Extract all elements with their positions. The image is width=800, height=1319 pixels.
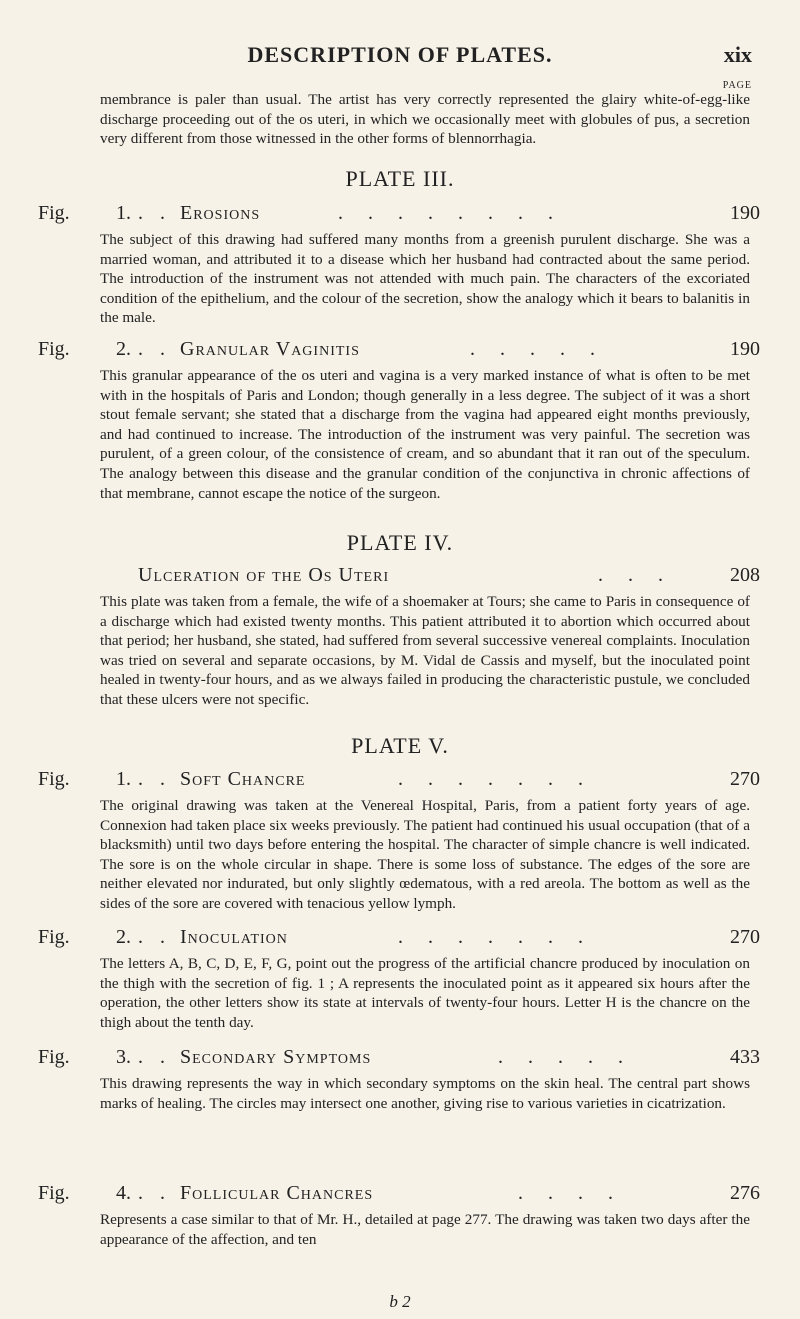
plate-4-heading: PLATE IV. [346, 530, 454, 555]
dot-leader: . . . . . . . . [338, 202, 563, 224]
dot-leader: . . . . . [498, 1046, 633, 1068]
entry-title: Erosions [180, 202, 261, 224]
entry-page: 270 [730, 926, 760, 948]
entry-title: Ulceration of the Os Uteri [138, 564, 390, 586]
plate-5-fig-2-entry [38, 926, 760, 952]
plate-4-entry [38, 564, 760, 590]
fig-number: 1. [116, 202, 131, 224]
fig-label: Fig. [38, 1046, 70, 1068]
plate-5-fig-1-description: The original drawing was taken at the Venereal Hospital, Paris, from a patient forty years of age. Connexion had taken place six weeks previously. The patient had continued his usual occupation (that of a blacksmith) until two days before entering the hospital. The character of simple chancre is well indicated. The sore is on the whole circular in shape. There is some loss of substance. The edges of the sore are neither elevated nor indurated, but only slightly œdematous, with a red areola. The bottom as well as the sides of the sore are covered with tenacious yellow lymph. [100, 797, 750, 912]
entry-title: Inoculation [180, 926, 288, 948]
entry-title: Soft Chancre [180, 768, 306, 790]
entry-page: 190 [730, 338, 760, 360]
intro-paragraph: membrance is paler than usual. The artist has very correctly represented the glairy white-of-egg-like discharge proceeding out of the os uteri, in which we occasionally meet with globules of pus, a secretion very different from those witnessed in the other forms of blennorrhagia. [100, 91, 750, 148]
dot-leader: . . [138, 926, 171, 948]
dot-leader: . . . . . [470, 338, 605, 360]
plate-3-fig-2-entry [38, 338, 760, 364]
plate-4-description: This plate was taken from a female, the wife of a shoemaker at Tours; she came to Paris in consequence of a discharge which had existed twenty months. This patient attributed it to abortion which occurred about that period; her husband, she stated, had suffered from several successive venereal complaints. Inoculation was tried on several and separate occasions, by M. Vidal de Cassis and myself, but the inoculated point healed in twenty-four hours, and as we always failed in producing the characteristic pustule, we concluded that these ulcers were not specific. [100, 593, 750, 708]
plate-5-heading: PLATE V. [351, 733, 449, 758]
plate-5-fig-1-entry [38, 768, 760, 794]
plate-3-fig-2-description: This granular appearance of the os uteri and vagina is a very marked instance of what is often to be met with in the hospitals of Paris and London; though generally in a less degree. The subject of it was a short stout female servant; she stated that a discharge from the vagina had appeared eight months previously, and had continued to increase. The introduction of the instrument was very painful. The secretion was purulent, of a green colour, of the consistence of cream, and so abundant that it ran out of the speculum. The analogy between this disease and the granular condition of the conjunctiva in chronic affections of that membrane, cannot escape the notice of the surgeon. [100, 367, 750, 502]
dot-leader: . . . . . . . [398, 926, 593, 948]
fig-number: 1. [116, 768, 131, 790]
plate-3-heading: PLATE III. [345, 166, 455, 191]
fig-label: Fig. [38, 338, 70, 360]
plate-5-fig-3-entry [38, 1046, 760, 1072]
fig-label: Fig. [38, 768, 70, 790]
page-column-label: PAGE [722, 80, 752, 91]
fig-label: Fig. [38, 926, 70, 948]
fig-number: 2. [116, 926, 131, 948]
dot-leader: . . [138, 1182, 171, 1204]
plate-5-fig-4-entry [38, 1182, 760, 1208]
dot-leader: . . . [598, 564, 673, 586]
entry-page: 208 [730, 564, 760, 586]
dot-leader: . . [138, 338, 171, 360]
fig-label: Fig. [38, 202, 70, 224]
dot-leader: . . [138, 1046, 171, 1068]
plate-5-fig-4-description: Represents a case similar to that of Mr. H., detailed at page 277. The drawing was taken two days after the appearance of the affection, and ten [100, 1211, 750, 1248]
dot-leader: . . . . [518, 1182, 623, 1204]
fig-number: 3. [116, 1046, 131, 1068]
fig-label: Fig. [38, 1182, 70, 1204]
dot-leader: . . [138, 202, 171, 224]
fig-number: 2. [116, 338, 131, 360]
plate-3-fig-1-entry [38, 202, 760, 228]
entry-title: Follicular Chancres [180, 1182, 374, 1204]
entry-page: 190 [730, 202, 760, 224]
dot-leader: . . . . . . . [398, 768, 593, 790]
entry-page: 270 [730, 768, 760, 790]
entry-title: Granular Vaginitis [180, 338, 360, 360]
signature-mark: b 2 [389, 1292, 411, 1311]
entry-page: 276 [730, 1182, 760, 1204]
dot-leader: . . [138, 768, 171, 790]
plate-5-fig-3-description: This drawing represents the way in which secondary symptoms on the skin heal. The central part shows marks of healing. The circles may intersect one another, giving rise to various varieties in cicatrization. [100, 1075, 750, 1112]
plate-3-fig-1-description: The subject of this drawing had suffered many months from a greenish purulent discharge. She was a married woman, and attributed it to a disease which her husband had contracted about the same period. The introduction of the instrument was not attended with much pain. The characters of the excoriated condition of the epithelium, and the colour of the secretion, show the analogy which it bears to balanitis in the male. [100, 231, 750, 327]
plate-5-fig-2-description: The letters A, B, C, D, E, F, G, point out the progress of the artificial chancre produced by inoculation on the thigh with the secretion of fig. 1 ; A represents the inoculated point as it appeared six hours after the operation, the other letters show its state at intervals of twenty-four hours. Letter H is the chancre on the thigh about the tenth day. [100, 955, 750, 1031]
entry-page: 433 [730, 1046, 760, 1068]
entry-title: Secondary Symptoms [180, 1046, 372, 1068]
page-number: xix [723, 42, 752, 67]
fig-number: 4. [116, 1182, 131, 1204]
running-head: DESCRIPTION OF PLATES. [247, 42, 553, 67]
